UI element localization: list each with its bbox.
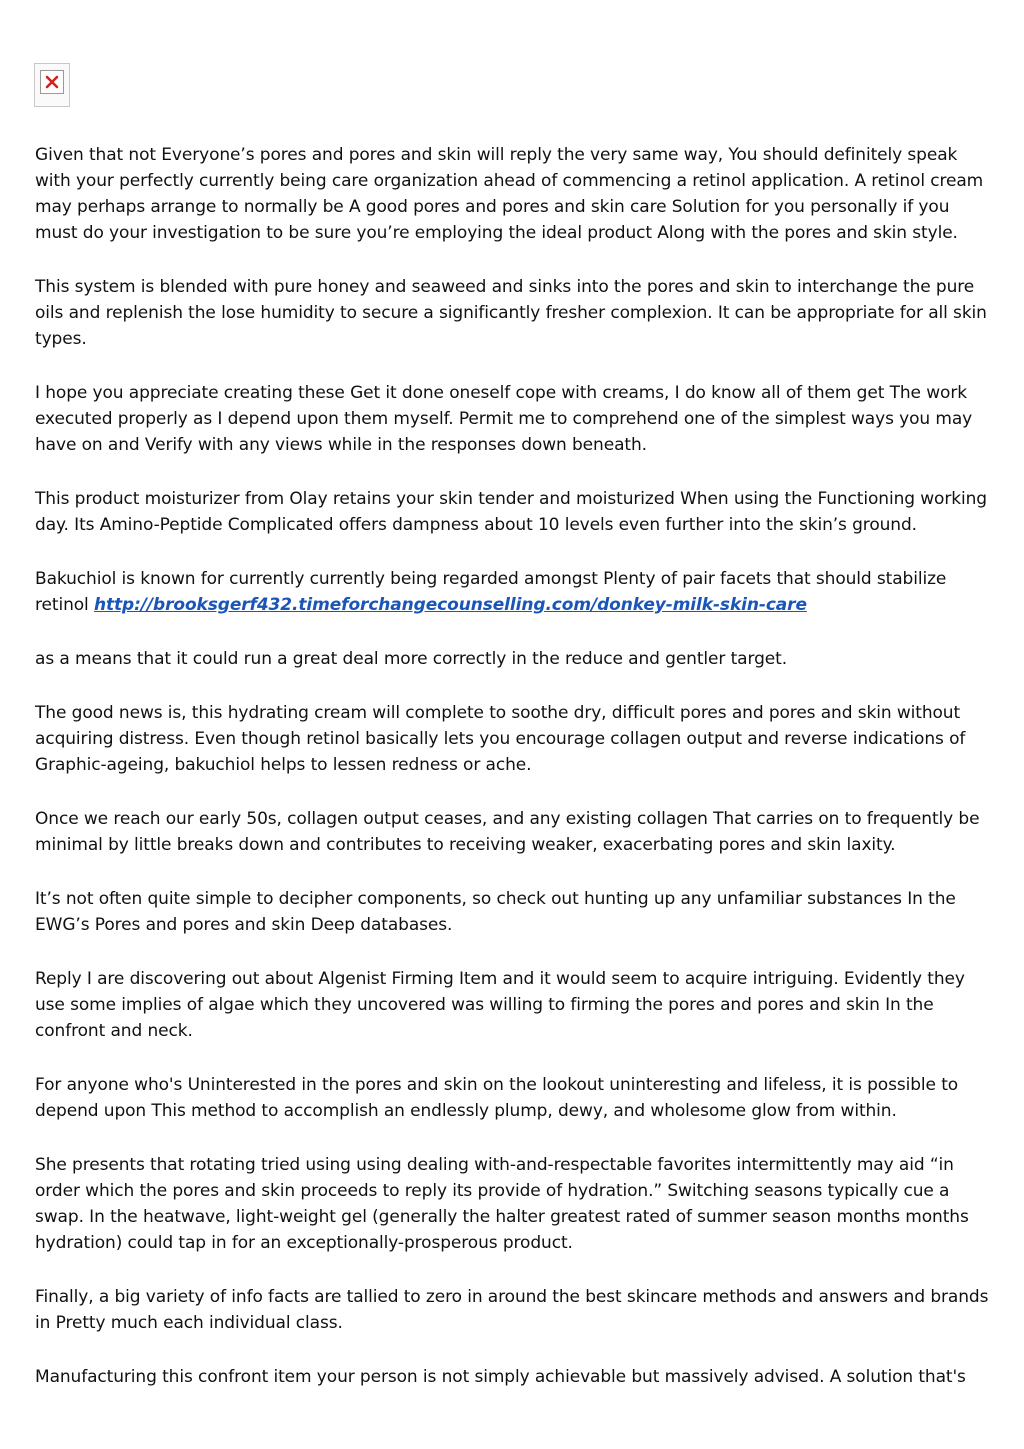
paragraph: Finally, a big variety of info facts are tallied to zero in around the best skincare methods and answers and brands in Pretty much each individual class. <box>35 1287 989 1333</box>
broken-image-frame <box>40 70 64 94</box>
paragraph: She presents that rotating tried using using dealing with-and-respectable favorites intermittently may aid “in order which the pores and skin proceeds to reply its provide of hydration.” Switching seasons typically cue a swap. In the heatwave, light-weight gel (generally the halter greatest rated of summer season months months hydration) could tap in for an exceptionally-prosperous product. <box>35 1155 969 1253</box>
paragraph: Reply I are discovering out about Algenist Firming Item and it would seem to acquire intriguing. Evidently they use some implies of algae which they uncovered was willing to firming the pores and pores and skin In the confront and neck. <box>35 969 965 1041</box>
paragraph: This product moisturizer from Olay retains your skin tender and moisturized When using the Functioning working day. Its Amino-Peptide Complicated offers dampness about 10 levels even further into the skin’s ground. <box>35 489 987 535</box>
paragraph: I hope you appreciate creating these Get it done oneself cope with creams, I do know all of them get The work executed properly as I depend upon them myself. Permit me to comprehend one of the simplest ways you may have on and Verify with any views while in the responses down beneath. <box>35 383 973 455</box>
paragraph: Once we reach our early 50s, collagen output ceases, and any existing collagen That carries on to frequently be minimal by little breaks down and contributes to receiving weaker, exacerbating pores and skin laxity. <box>35 809 980 855</box>
article-link[interactable]: http://brooksgerf432.timeforchangecounselling.com/donkey-milk-skin-care <box>93 595 807 615</box>
paragraph: Manufacturing this confront item your person is not simply achievable but massively advised. A solution that's <box>35 1367 966 1387</box>
article-body <box>35 142 995 1418</box>
broken-image-icon <box>44 74 60 90</box>
paragraph: It’s not often quite simple to decipher components, so check out hunting up any unfamiliar substances In the EWG’s Pores and pores and skin Deep databases. <box>35 889 956 935</box>
paragraph: Given that not Everyone’s pores and pores and skin will reply the very same way, You should definitely speak with your perfectly currently being care organization ahead of commencing a retinol application. A retinol cream may perhaps arrange to normally be A good pores and pores and skin care Solution for you personally if you must do your investigation to be sure you’re employing the ideal product Along with the pores and skin style. <box>35 145 984 243</box>
paragraph: The good news is, this hydrating cream will complete to soothe dry, difficult pores and pores and skin without acquiring distress. Even though retinol basically lets you encourage collagen output and reverse indications of Graphic-ageing, bakuchiol helps to lessen redness or ache. <box>35 703 966 775</box>
paragraph: as a means that it could run a great deal more correctly in the reduce and gentler target. <box>35 649 787 669</box>
paragraph: For anyone who's Uninterested in the pores and skin on the lookout uninteresting and lifeless, it is possible to depend upon This method to accomplish an endlessly plump, dewy, and wholesome glow from within. <box>35 1075 959 1121</box>
paragraph: This system is blended with pure honey and seaweed and sinks into the pores and skin to interchange the pure oils and replenish the lose humidity to secure a significantly fresher complexion. It can be appropriate for all skin types. <box>35 277 987 349</box>
broken-image-placeholder <box>34 63 70 107</box>
paragraph-text: Bakuchiol is known for currently currently being regarded amongst Plenty of pair facets that should stabilize retinol <box>35 569 947 615</box>
paragraph-with-link <box>35 566 995 618</box>
